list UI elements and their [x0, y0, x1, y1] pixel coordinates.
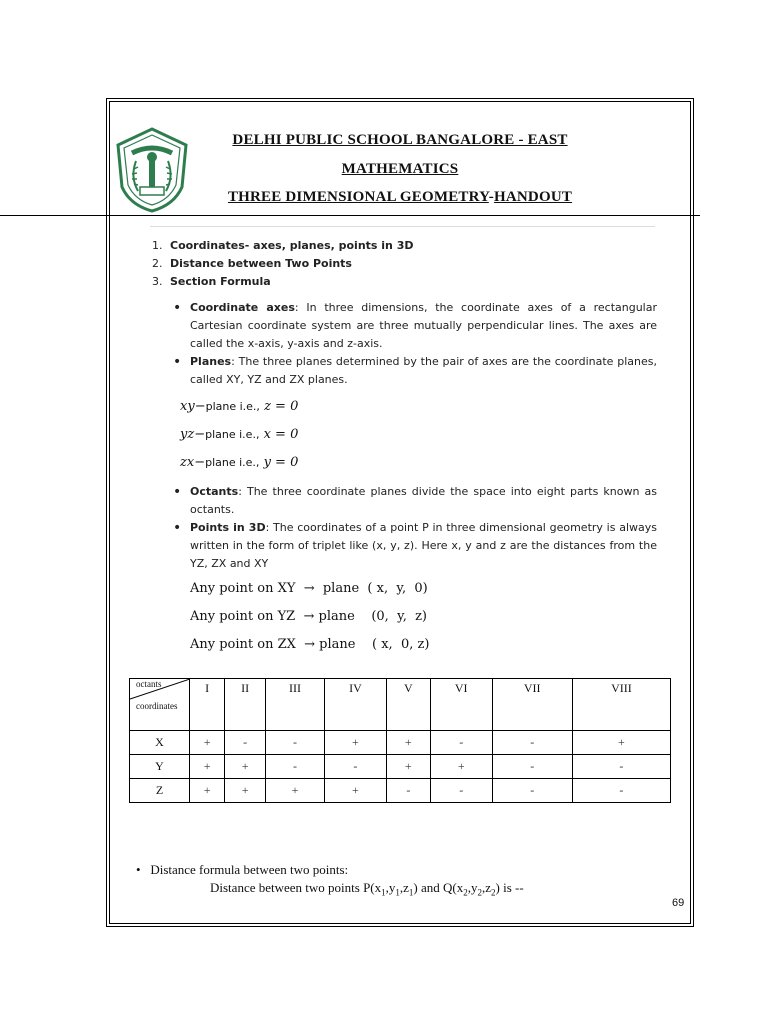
bullet-coordinate-axes: • Coordinate axes: In three dimensions, the coordinate axes of a rectangular Cartesian coordinate system are three mutually perpendicular lines. The axes are called the x-axis, y-axis and z-axis. — [173, 300, 657, 350]
sign-cell: + — [190, 731, 225, 755]
row-label: Y — [130, 755, 190, 779]
outline-list — [152, 237, 414, 291]
octant-header: V — [386, 679, 430, 731]
octant-header: VI — [430, 679, 492, 731]
topic-type: HANDOUT — [493, 189, 573, 205]
bullet-dot: • — [173, 520, 182, 536]
octant-header: IV — [324, 679, 386, 731]
distance-formula-heading: Distance formula between two points: — [150, 862, 349, 877]
corner-label-octants: octants — [136, 679, 162, 689]
topic-separator: - — [488, 189, 494, 205]
topic-name: THREE DIMENSIONAL GEOMETRY — [227, 189, 489, 205]
school-crest-icon — [116, 127, 188, 213]
sign-cell: - — [572, 755, 670, 779]
sign-cell: - — [225, 731, 266, 755]
row-label: X — [130, 731, 190, 755]
sign-cell: - — [572, 779, 670, 803]
page-number: 69 — [672, 897, 685, 909]
bullet-dot: • — [173, 484, 182, 500]
list-item: 1. Coordinates- axes, planes, points in 3D — [152, 239, 414, 252]
table-row — [130, 755, 671, 779]
topic-title — [190, 189, 610, 206]
sign-cell: + — [430, 755, 492, 779]
bullet-points-3d: • Points in 3D: The coordinates of a point P in three dimensional geometry is always written in the form of triplet like (x, y, z). Here x, y and z are the distances from the YZ, ZX and XY — [173, 520, 657, 570]
corner-label-coordinates: coordinates — [136, 701, 178, 711]
sign-cell: + — [266, 779, 325, 803]
bullet-dot: • — [173, 354, 182, 370]
sign-cell: + — [225, 755, 266, 779]
octant-header: VII — [492, 679, 572, 731]
bullet-octants: • Octants: The three coordinate planes divide the space into eight parts known as octants. — [173, 484, 657, 516]
row-label: Z — [130, 779, 190, 803]
list-item: 2. Distance between Two Points — [152, 257, 352, 270]
octant-sign-table — [129, 678, 671, 803]
content-divider — [150, 226, 655, 227]
sign-cell: - — [430, 779, 492, 803]
sign-cell: + — [324, 731, 386, 755]
sign-cell: + — [190, 755, 225, 779]
any-point-yz: Any point on YZ → plane (0, y, z) — [190, 609, 428, 624]
sign-cell: - — [492, 731, 572, 755]
distance-formula-bullet — [136, 862, 348, 878]
octant-header: II — [225, 679, 266, 731]
sign-cell: - — [492, 779, 572, 803]
sign-cell: + — [572, 731, 670, 755]
subject-title: MATHEMATICS — [341, 161, 459, 177]
octant-header: III — [266, 679, 325, 731]
plane-equation-yz: yz−plane i.e., x = 0 — [180, 427, 299, 442]
sign-cell: + — [386, 755, 430, 779]
octant-header: I — [190, 679, 225, 731]
sign-cell: - — [430, 731, 492, 755]
sign-cell: + — [386, 731, 430, 755]
plane-equation-xy: xy−plane i.e., z = 0 — [180, 399, 299, 414]
sign-cell: - — [386, 779, 430, 803]
octant-header: VIII — [572, 679, 670, 731]
table-row — [130, 779, 671, 803]
table-row — [130, 731, 671, 755]
bullet-planes: • Planes: The three planes determined by the pair of axes are the coordinate planes, called XY, YZ and ZX planes. — [173, 354, 657, 386]
school-name: DELHI PUBLIC SCHOOL BANGALORE - EAST — [232, 132, 568, 148]
table-corner-cell — [130, 679, 190, 731]
any-point-xy: Any point on XY → plane ( x, y, 0) — [190, 581, 428, 596]
sign-cell: + — [225, 779, 266, 803]
plane-equation-zx: zx−plane i.e., y = 0 — [180, 455, 299, 470]
sign-cell: + — [324, 779, 386, 803]
distance-formula-line — [210, 880, 524, 898]
bullet-dot: • — [173, 300, 182, 316]
header-divider — [0, 215, 700, 216]
sign-cell: - — [324, 755, 386, 779]
table-header-row — [130, 679, 671, 731]
bullet-dot: • — [136, 862, 141, 877]
sign-cell: - — [266, 755, 325, 779]
sign-cell: + — [190, 779, 225, 803]
any-point-zx: Any point on ZX → plane ( x, 0, z) — [190, 637, 430, 652]
distance-formula-text: Distance between two points $P(x_1,y_1,z_1)$ and $Q(x_2,y_2,z_2)$ is -- — [210, 880, 524, 898]
sign-cell: - — [266, 731, 325, 755]
list-item: 3. Section Formula — [152, 275, 271, 288]
sign-cell: - — [492, 755, 572, 779]
